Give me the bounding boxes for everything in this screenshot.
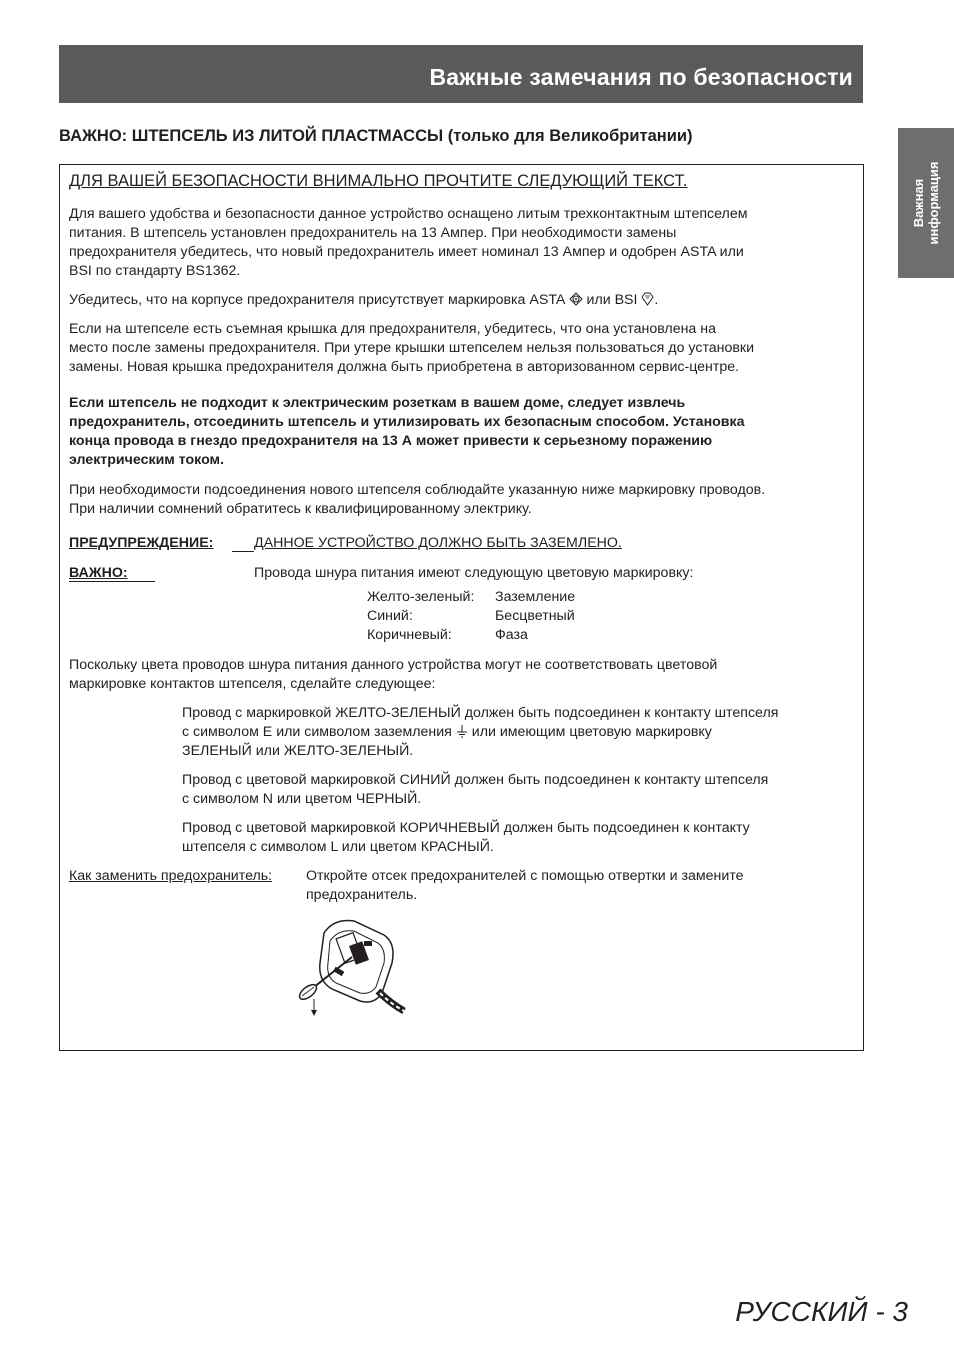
box-heading: ДЛЯ ВАШЕЙ БЕЗОПАСНОСТИ ВНИМАЛЬНО ПРОЧТИТЕ СЛЕДУЮЩИЙ ТЕКСТ. — [69, 172, 688, 190]
bsi-kitemark-icon — [641, 292, 654, 312]
earth-ground-icon — [456, 725, 468, 744]
section-heading: ВАЖНО: ШТЕПСЕЛЬ ИЗ ЛИТОЙ ПЛАСТМАССЫ (только для Великобритании) — [59, 127, 693, 145]
page-number: РУССКИЙ - 3 — [735, 1296, 908, 1327]
plug-screwdriver-illustration — [294, 913, 414, 1018]
page-header-bar — [59, 45, 863, 103]
wire-color-name: Синий: — [367, 608, 413, 624]
warning-label: ПРЕДУПРЕЖДЕНИЕ: — [69, 535, 214, 551]
side-tab-label: Важная информация — [911, 161, 941, 245]
wire-color-meaning: Заземление — [495, 589, 576, 605]
paragraph-marking: Убедитесь, что на корпусе предохранителя присутствует маркировка ASTA или BSI . — [69, 291, 658, 312]
wire-color-name: Коричневый: — [367, 627, 452, 643]
page-title: Важные замечания по безопасности — [429, 64, 853, 90]
warning-text: ДАННОЕ УСТРОЙСТВО ДОЛЖНО БЫТЬ ЗАЗЕМЛЕНО. — [254, 535, 622, 551]
wire-color-meaning: Фаза — [495, 627, 528, 643]
safety-notice-box: ДЛЯ ВАШЕЙ БЕЗОПАСНОСТИ ВНИМАЛЬНО ПРОЧТИТЕ СЛЕДУЮЩИЙ ТЕКСТ. Для вашего удобства и безопасности данное устройство оснащено литым трехконтактным штепселем питания. В штепсель установлен предохранитель на 13 Ампер. При необходимости замены предохранителя убедитесь, что новый предохранитель имеет номинал 13 Ампер и одобрен ASTA или BSI по стандарту BS1362. Убедитесь, что на корпусе предохранителя присутствует маркировка ASTA или BSI . Если на штепселе есть съемная крышка для предохранителя, убедитесь, что она установлена на место после замены предохранителя. При утере крышки штепселем нельзя пользоваться до установки замены. Новая крышка предохранителя должна быть приобретена в авторизованном сервис-центре. Если штепсель не подходит к электрическим розеткам в вашем доме, следует извлечь предохранитель, отсоединить штепсель и утилизировать их безопасным способом. Установка конца провода в гнездо предохранителя на 13 А может привести к серьезному поражению электрическим током. При необходимости подсоединения нового штепселя соблюдайте указанную ниже маркировку проводов. При наличии сомнений обратитесь к квалифицированному электрику. ПРЕДУПРЕЖДЕНИЕ: ДАННОЕ УСТРОЙСТВО ДОЛЖНО БЫТЬ ЗАЗЕМЛЕНО. ВАЖНО: Провода шнура питания имеют следующую цветовую маркировку: Желто-зеленый: Заземление Синий: Бесцветный Коричневый: Фаза Поскольку цвета проводов шнура питания данного устройства могут не соответствовать цветовой маркировке контактов штепселя, сделайте следующее: Провод с маркировкой ЖЕЛТО-ЗЕЛЕНЫЙ должен быть подсоединен к контакту штепселя с символом E или символом заземления или имеющим цветовую маркировку ЗЕЛЕНЫЙ или ЖЕЛТО-ЗЕЛЕНЫЙ. Провод с цветовой маркировкой СИНИЙ должен быть подсоединен к контакту штепселя с символом N или цветом ЧЕРНЫЙ. Провод с цветовой маркировкой КОРИЧНЕВЫЙ должен быть подсоединен к контакту штепселя с символом L или цветом КРАСНЫЙ. Как заменить предохранитель: Откройте отсек предохранителей с помощью отвертки и замените предохранитель. — [59, 164, 864, 1051]
warning-underline-gap — [232, 551, 254, 552]
important-label: ВАЖНО: — [69, 565, 128, 581]
replace-fuse-label: Как заменить предохранитель: — [69, 868, 273, 884]
wire-color-meaning: Бесцветный — [495, 608, 575, 624]
side-tab-important-info[interactable] — [898, 128, 954, 278]
important-text: Провода шнура питания имеют следующую цветовую маркировку: — [254, 565, 694, 581]
important-underline — [69, 581, 155, 582]
asta-mark-icon — [569, 292, 583, 312]
wire-color-name: Желто-зеленый: — [367, 589, 475, 605]
